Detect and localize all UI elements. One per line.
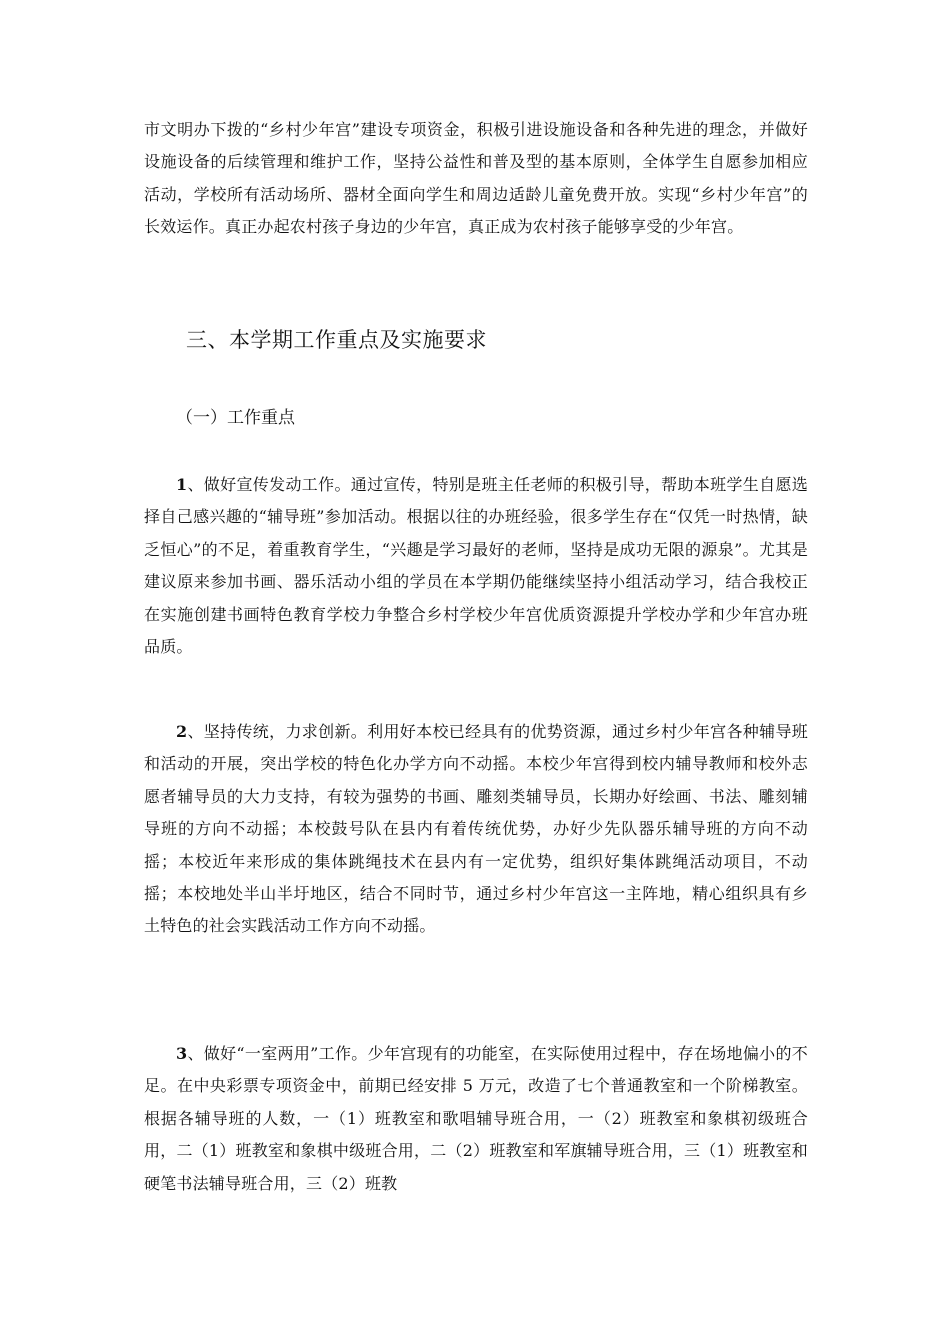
subsection-heading: （一）工作重点 <box>176 408 295 428</box>
item-number: 2 <box>176 722 188 741</box>
item-paragraph-1 <box>144 469 808 663</box>
item-text: 、做好宣传发动工作。通过宣传，特别是班主任老师的积极引导，帮助本班学生自愿选择自己感兴趣的“辅导班”参加活动。根据以往的办班经验，很多学生存在“仅凭一时热情，缺乏恒心”的不足，着重教育学生，“兴趣是学习最好的老师，坚持是成功无限的源泉”。尤其是建议原来参加书画、器乐活动小组的学员在本学期仍能继续坚持小组活动学习，结合我校正在实施创建书画特色教育学校力争整合乡村学校少年宫优质资源提升学校办学和少年宫办班品质。 <box>144 475 808 657</box>
continued-paragraph: 市文明办下拨的“乡村少年宫”建设专项资金，积极引进设施设备和各种先进的理念，并做好设施设备的后续管理和维护工作，坚持公益性和普及型的基本原则，全体学生自愿参加相应活动，学校所有活动场所、器材全面向学生和周边适龄儿童免费开放。实现“乡村少年宫”的长效运作。真正办起农村孩子身边的少年宫，真正成为农村孩子能够享受的少年宫。 <box>144 120 808 237</box>
item-text: 、做好“一室两用”工作。少年宫现有的功能室，在实际使用过程中，存在场地偏小的不足。在中央彩票专项资金中，前期已经安排 5 万元，改造了七个普通教室和一个阶梯教室。根据各辅导班的人数，一（1）班教室和歌唱辅导班合用，一（2）班教室和象棋初级班合用，二（1）班教室和象棋中级班合用，二（2）班教室和军旗辅导班合用，三（1）班教室和硬笔书法辅导班合用，三（2）班教 <box>144 1044 808 1193</box>
item-text: 、坚持传统，力求创新。利用好本校已经具有的优势资源，通过乡村少年宫各种辅导班和活动的开展，突出学校的特色化办学方向不动摇。本校少年宫得到校内辅导教师和校外志愿者辅导员的大力支持，有较为强势的书画、雕刻类辅导员，长期办好绘画、书法、雕刻辅导班的方向不动摇；本校鼓号队在县内有着传统优势，办好少先队器乐辅导班的方向不动摇；本校近年来形成的集体跳绳技术在县内有一定优势，组织好集体跳绳活动项目，不动摇；本校地处半山半圩地区，结合不同时节，通过乡村少年宫这一主阵地，精心组织具有乡土特色的社会实践活动工作方向不动摇。 <box>144 722 808 936</box>
item-number: 1 <box>176 475 188 494</box>
item-paragraph-2 <box>144 716 808 943</box>
item-paragraph-3 <box>144 1038 808 1200</box>
item-number: 3 <box>176 1044 188 1063</box>
section-heading: 三、本学期工作重点及实施要求 <box>186 328 487 352</box>
